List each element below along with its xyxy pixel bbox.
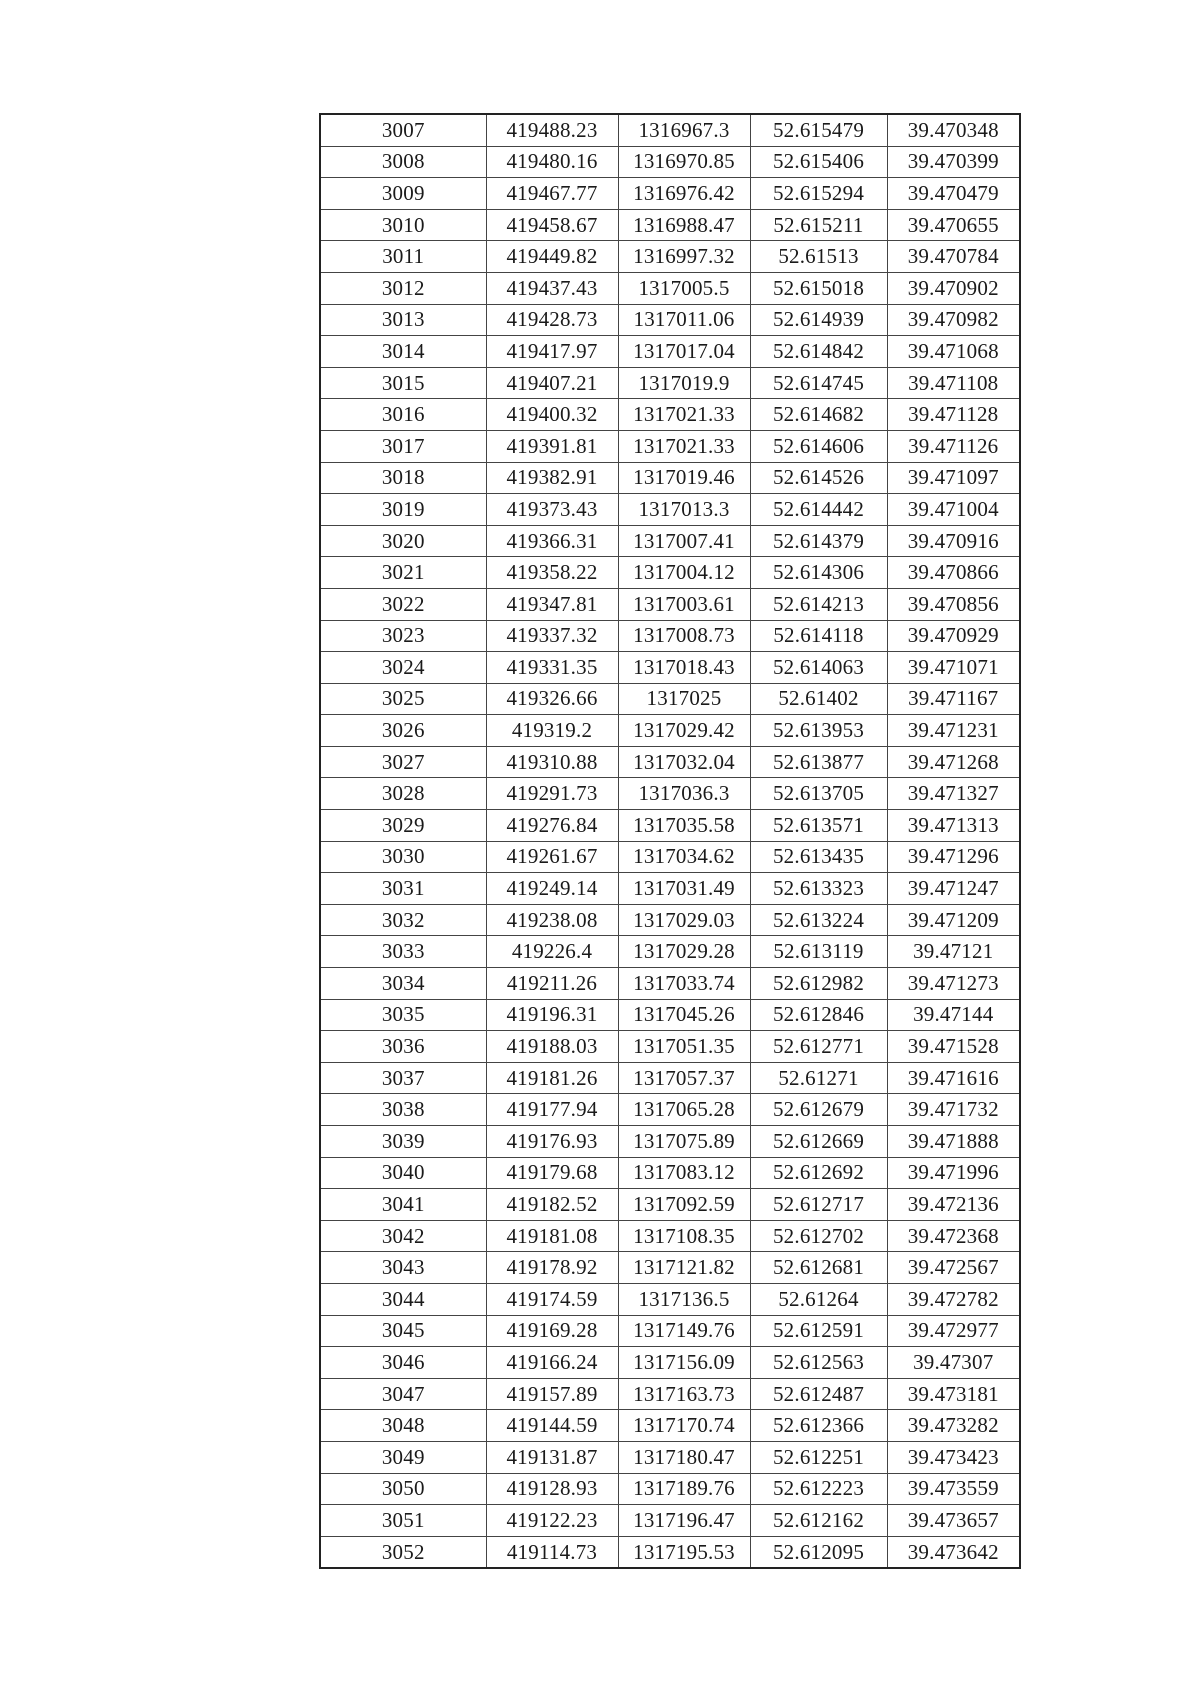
point-number-cell: 3014 [320, 336, 486, 368]
point-number-cell: 3021 [320, 557, 486, 589]
x-coordinate-cell: 419174.59 [486, 1283, 618, 1315]
point-number-cell: 3048 [320, 1410, 486, 1442]
table-row [320, 336, 1020, 368]
table-row [320, 399, 1020, 431]
y-coordinate-cell: 1317196.47 [618, 1505, 750, 1537]
point-number-cell: 3029 [320, 810, 486, 842]
y-coordinate-cell: 1317019.46 [618, 462, 750, 494]
longitude-cell: 39.471888 [887, 1126, 1020, 1158]
longitude-cell: 39.471268 [887, 746, 1020, 778]
latitude-cell: 52.612702 [750, 1220, 887, 1252]
point-number-cell: 3027 [320, 746, 486, 778]
x-coordinate-cell: 419188.03 [486, 1031, 618, 1063]
y-coordinate-cell: 1316997.32 [618, 241, 750, 273]
point-number-cell: 3013 [320, 304, 486, 336]
latitude-cell: 52.612591 [750, 1315, 887, 1347]
longitude-cell: 39.470655 [887, 209, 1020, 241]
point-number-cell: 3031 [320, 873, 486, 905]
y-coordinate-cell: 1317180.47 [618, 1441, 750, 1473]
table-row [320, 1031, 1020, 1063]
x-coordinate-cell: 419261.67 [486, 841, 618, 873]
x-coordinate-cell: 419181.26 [486, 1062, 618, 1094]
x-coordinate-cell: 419178.92 [486, 1252, 618, 1284]
x-coordinate-cell: 419181.08 [486, 1220, 618, 1252]
y-coordinate-cell: 1317017.04 [618, 336, 750, 368]
table-row [320, 367, 1020, 399]
table-row [320, 178, 1020, 210]
table-row [320, 241, 1020, 273]
point-number-cell: 3045 [320, 1315, 486, 1347]
y-coordinate-cell: 1317019.9 [618, 367, 750, 399]
y-coordinate-cell: 1317021.33 [618, 430, 750, 462]
point-number-cell: 3042 [320, 1220, 486, 1252]
longitude-cell: 39.471247 [887, 873, 1020, 905]
longitude-cell: 39.470982 [887, 304, 1020, 336]
x-coordinate-cell: 419347.81 [486, 588, 618, 620]
point-number-cell: 3033 [320, 936, 486, 968]
x-coordinate-cell: 419182.52 [486, 1189, 618, 1221]
table-row [320, 1536, 1020, 1568]
point-number-cell: 3043 [320, 1252, 486, 1284]
y-coordinate-cell: 1317004.12 [618, 557, 750, 589]
x-coordinate-cell: 419238.08 [486, 904, 618, 936]
x-coordinate-cell: 419407.21 [486, 367, 618, 399]
y-coordinate-cell: 1317031.49 [618, 873, 750, 905]
latitude-cell: 52.612669 [750, 1126, 887, 1158]
latitude-cell: 52.614442 [750, 494, 887, 526]
table-row [320, 588, 1020, 620]
point-number-cell: 3038 [320, 1094, 486, 1126]
y-coordinate-cell: 1317025 [618, 683, 750, 715]
x-coordinate-cell: 419373.43 [486, 494, 618, 526]
longitude-cell: 39.473559 [887, 1473, 1020, 1505]
latitude-cell: 52.612162 [750, 1505, 887, 1537]
table-row [320, 904, 1020, 936]
table-row [320, 146, 1020, 178]
table-row [320, 1283, 1020, 1315]
x-coordinate-cell: 419310.88 [486, 746, 618, 778]
point-number-cell: 3017 [320, 430, 486, 462]
longitude-cell: 39.471108 [887, 367, 1020, 399]
point-number-cell: 3020 [320, 525, 486, 557]
x-coordinate-cell: 419276.84 [486, 810, 618, 842]
table-row [320, 430, 1020, 462]
latitude-cell: 52.614842 [750, 336, 887, 368]
longitude-cell: 39.473181 [887, 1378, 1020, 1410]
latitude-cell: 52.612251 [750, 1441, 887, 1473]
y-coordinate-cell: 1317036.3 [618, 778, 750, 810]
table-row [320, 873, 1020, 905]
latitude-cell: 52.612487 [750, 1378, 887, 1410]
longitude-cell: 39.470479 [887, 178, 1020, 210]
y-coordinate-cell: 1317092.59 [618, 1189, 750, 1221]
latitude-cell: 52.613119 [750, 936, 887, 968]
point-number-cell: 3047 [320, 1378, 486, 1410]
point-number-cell: 3012 [320, 272, 486, 304]
latitude-cell: 52.61402 [750, 683, 887, 715]
point-number-cell: 3030 [320, 841, 486, 873]
x-coordinate-cell: 419467.77 [486, 178, 618, 210]
y-coordinate-cell: 1317003.61 [618, 588, 750, 620]
x-coordinate-cell: 419449.82 [486, 241, 618, 273]
latitude-cell: 52.615294 [750, 178, 887, 210]
latitude-cell: 52.612679 [750, 1094, 887, 1126]
y-coordinate-cell: 1317021.33 [618, 399, 750, 431]
longitude-cell: 39.471327 [887, 778, 1020, 810]
y-coordinate-cell: 1317034.62 [618, 841, 750, 873]
point-number-cell: 3036 [320, 1031, 486, 1063]
latitude-cell: 52.613224 [750, 904, 887, 936]
latitude-cell: 52.613323 [750, 873, 887, 905]
y-coordinate-cell: 1317195.53 [618, 1536, 750, 1568]
longitude-cell: 39.471273 [887, 968, 1020, 1000]
y-coordinate-cell: 1317156.09 [618, 1347, 750, 1379]
longitude-cell: 39.472782 [887, 1283, 1020, 1315]
longitude-cell: 39.473282 [887, 1410, 1020, 1442]
point-number-cell: 3022 [320, 588, 486, 620]
table-row [320, 841, 1020, 873]
table-row [320, 557, 1020, 589]
x-coordinate-cell: 419488.23 [486, 114, 618, 146]
latitude-cell: 52.614379 [750, 525, 887, 557]
point-number-cell: 3015 [320, 367, 486, 399]
latitude-cell: 52.615211 [750, 209, 887, 241]
latitude-cell: 52.61264 [750, 1283, 887, 1315]
table-row [320, 1378, 1020, 1410]
x-coordinate-cell: 419169.28 [486, 1315, 618, 1347]
y-coordinate-cell: 1317035.58 [618, 810, 750, 842]
y-coordinate-cell: 1317045.26 [618, 999, 750, 1031]
y-coordinate-cell: 1317029.03 [618, 904, 750, 936]
longitude-cell: 39.471004 [887, 494, 1020, 526]
longitude-cell: 39.470866 [887, 557, 1020, 589]
x-coordinate-cell: 419428.73 [486, 304, 618, 336]
x-coordinate-cell: 419166.24 [486, 1347, 618, 1379]
y-coordinate-cell: 1317051.35 [618, 1031, 750, 1063]
y-coordinate-cell: 1317163.73 [618, 1378, 750, 1410]
longitude-cell: 39.472136 [887, 1189, 1020, 1221]
latitude-cell: 52.614745 [750, 367, 887, 399]
y-coordinate-cell: 1317005.5 [618, 272, 750, 304]
point-number-cell: 3023 [320, 620, 486, 652]
latitude-cell: 52.614063 [750, 652, 887, 684]
table-row [320, 209, 1020, 241]
y-coordinate-cell: 1317065.28 [618, 1094, 750, 1126]
x-coordinate-cell: 419291.73 [486, 778, 618, 810]
x-coordinate-cell: 419337.32 [486, 620, 618, 652]
longitude-cell: 39.471071 [887, 652, 1020, 684]
longitude-cell: 39.471996 [887, 1157, 1020, 1189]
x-coordinate-cell: 419114.73 [486, 1536, 618, 1568]
x-coordinate-cell: 419157.89 [486, 1378, 618, 1410]
latitude-cell: 52.612366 [750, 1410, 887, 1442]
y-coordinate-cell: 1317033.74 [618, 968, 750, 1000]
x-coordinate-cell: 419177.94 [486, 1094, 618, 1126]
longitude-cell: 39.470929 [887, 620, 1020, 652]
point-number-cell: 3032 [320, 904, 486, 936]
x-coordinate-cell: 419391.81 [486, 430, 618, 462]
longitude-cell: 39.470916 [887, 525, 1020, 557]
x-coordinate-cell: 419458.67 [486, 209, 618, 241]
table-row [320, 1252, 1020, 1284]
latitude-cell: 52.612095 [750, 1536, 887, 1568]
y-coordinate-cell: 1317013.3 [618, 494, 750, 526]
y-coordinate-cell: 1316988.47 [618, 209, 750, 241]
longitude-cell: 39.470348 [887, 114, 1020, 146]
y-coordinate-cell: 1317011.06 [618, 304, 750, 336]
y-coordinate-cell: 1317075.89 [618, 1126, 750, 1158]
longitude-cell: 39.473642 [887, 1536, 1020, 1568]
coordinates-table-body [320, 114, 1020, 1568]
longitude-cell: 39.471616 [887, 1062, 1020, 1094]
table-row [320, 304, 1020, 336]
point-number-cell: 3037 [320, 1062, 486, 1094]
coordinates-table [319, 113, 1021, 1569]
y-coordinate-cell: 1317007.41 [618, 525, 750, 557]
point-number-cell: 3016 [320, 399, 486, 431]
latitude-cell: 52.61271 [750, 1062, 887, 1094]
table-row [320, 683, 1020, 715]
x-coordinate-cell: 419319.2 [486, 715, 618, 747]
longitude-cell: 39.472567 [887, 1252, 1020, 1284]
table-row [320, 272, 1020, 304]
table-row [320, 1220, 1020, 1252]
latitude-cell: 52.61513 [750, 241, 887, 273]
latitude-cell: 52.613877 [750, 746, 887, 778]
point-number-cell: 3040 [320, 1157, 486, 1189]
table-row [320, 778, 1020, 810]
point-number-cell: 3018 [320, 462, 486, 494]
point-number-cell: 3024 [320, 652, 486, 684]
y-coordinate-cell: 1316967.3 [618, 114, 750, 146]
longitude-cell: 39.471068 [887, 336, 1020, 368]
latitude-cell: 52.614213 [750, 588, 887, 620]
longitude-cell: 39.470399 [887, 146, 1020, 178]
table-row [320, 1062, 1020, 1094]
y-coordinate-cell: 1317029.28 [618, 936, 750, 968]
longitude-cell: 39.470784 [887, 241, 1020, 273]
x-coordinate-cell: 419249.14 [486, 873, 618, 905]
x-coordinate-cell: 419122.23 [486, 1505, 618, 1537]
y-coordinate-cell: 1317032.04 [618, 746, 750, 778]
table-row [320, 968, 1020, 1000]
latitude-cell: 52.612223 [750, 1473, 887, 1505]
y-coordinate-cell: 1317057.37 [618, 1062, 750, 1094]
point-number-cell: 3046 [320, 1347, 486, 1379]
longitude-cell: 39.471231 [887, 715, 1020, 747]
y-coordinate-cell: 1317083.12 [618, 1157, 750, 1189]
x-coordinate-cell: 419331.35 [486, 652, 618, 684]
longitude-cell: 39.471732 [887, 1094, 1020, 1126]
latitude-cell: 52.612771 [750, 1031, 887, 1063]
point-number-cell: 3044 [320, 1283, 486, 1315]
x-coordinate-cell: 419326.66 [486, 683, 618, 715]
longitude-cell: 39.47307 [887, 1347, 1020, 1379]
latitude-cell: 52.615018 [750, 272, 887, 304]
table-row [320, 936, 1020, 968]
x-coordinate-cell: 419196.31 [486, 999, 618, 1031]
table-row [320, 1410, 1020, 1442]
x-coordinate-cell: 419128.93 [486, 1473, 618, 1505]
y-coordinate-cell: 1317008.73 [618, 620, 750, 652]
table-row [320, 1347, 1020, 1379]
y-coordinate-cell: 1317018.43 [618, 652, 750, 684]
latitude-cell: 52.614306 [750, 557, 887, 589]
table-row [320, 1189, 1020, 1221]
table-row [320, 462, 1020, 494]
y-coordinate-cell: 1316976.42 [618, 178, 750, 210]
y-coordinate-cell: 1317136.5 [618, 1283, 750, 1315]
longitude-cell: 39.471528 [887, 1031, 1020, 1063]
point-number-cell: 3026 [320, 715, 486, 747]
table-row [320, 525, 1020, 557]
longitude-cell: 39.470856 [887, 588, 1020, 620]
x-coordinate-cell: 419400.32 [486, 399, 618, 431]
point-number-cell: 3008 [320, 146, 486, 178]
x-coordinate-cell: 419226.4 [486, 936, 618, 968]
longitude-cell: 39.472977 [887, 1315, 1020, 1347]
point-number-cell: 3025 [320, 683, 486, 715]
longitude-cell: 39.471126 [887, 430, 1020, 462]
table-row [320, 1094, 1020, 1126]
x-coordinate-cell: 419176.93 [486, 1126, 618, 1158]
table-row [320, 810, 1020, 842]
table-row [320, 114, 1020, 146]
y-coordinate-cell: 1317029.42 [618, 715, 750, 747]
table-row [320, 620, 1020, 652]
y-coordinate-cell: 1317121.82 [618, 1252, 750, 1284]
longitude-cell: 39.471128 [887, 399, 1020, 431]
longitude-cell: 39.471296 [887, 841, 1020, 873]
point-number-cell: 3052 [320, 1536, 486, 1568]
x-coordinate-cell: 419417.97 [486, 336, 618, 368]
table-row [320, 494, 1020, 526]
table-row [320, 1157, 1020, 1189]
latitude-cell: 52.614118 [750, 620, 887, 652]
longitude-cell: 39.473657 [887, 1505, 1020, 1537]
point-number-cell: 3010 [320, 209, 486, 241]
table-row [320, 1441, 1020, 1473]
x-coordinate-cell: 419437.43 [486, 272, 618, 304]
y-coordinate-cell: 1316970.85 [618, 146, 750, 178]
table-row [320, 1505, 1020, 1537]
y-coordinate-cell: 1317149.76 [618, 1315, 750, 1347]
point-number-cell: 3009 [320, 178, 486, 210]
x-coordinate-cell: 419358.22 [486, 557, 618, 589]
table-row [320, 715, 1020, 747]
point-number-cell: 3051 [320, 1505, 486, 1537]
longitude-cell: 39.471209 [887, 904, 1020, 936]
x-coordinate-cell: 419366.31 [486, 525, 618, 557]
point-number-cell: 3028 [320, 778, 486, 810]
latitude-cell: 52.613571 [750, 810, 887, 842]
x-coordinate-cell: 419131.87 [486, 1441, 618, 1473]
point-number-cell: 3019 [320, 494, 486, 526]
latitude-cell: 52.615479 [750, 114, 887, 146]
point-number-cell: 3049 [320, 1441, 486, 1473]
y-coordinate-cell: 1317170.74 [618, 1410, 750, 1442]
longitude-cell: 39.471313 [887, 810, 1020, 842]
latitude-cell: 52.612846 [750, 999, 887, 1031]
longitude-cell: 39.47144 [887, 999, 1020, 1031]
x-coordinate-cell: 419480.16 [486, 146, 618, 178]
latitude-cell: 52.612681 [750, 1252, 887, 1284]
latitude-cell: 52.614526 [750, 462, 887, 494]
latitude-cell: 52.612982 [750, 968, 887, 1000]
longitude-cell: 39.470902 [887, 272, 1020, 304]
x-coordinate-cell: 419179.68 [486, 1157, 618, 1189]
y-coordinate-cell: 1317189.76 [618, 1473, 750, 1505]
point-number-cell: 3039 [320, 1126, 486, 1158]
latitude-cell: 52.612692 [750, 1157, 887, 1189]
table-row [320, 1473, 1020, 1505]
table-row [320, 999, 1020, 1031]
x-coordinate-cell: 419144.59 [486, 1410, 618, 1442]
x-coordinate-cell: 419211.26 [486, 968, 618, 1000]
longitude-cell: 39.47121 [887, 936, 1020, 968]
latitude-cell: 52.613705 [750, 778, 887, 810]
table-row [320, 652, 1020, 684]
latitude-cell: 52.614606 [750, 430, 887, 462]
longitude-cell: 39.471167 [887, 683, 1020, 715]
latitude-cell: 52.615406 [750, 146, 887, 178]
point-number-cell: 3041 [320, 1189, 486, 1221]
longitude-cell: 39.473423 [887, 1441, 1020, 1473]
latitude-cell: 52.614939 [750, 304, 887, 336]
longitude-cell: 39.472368 [887, 1220, 1020, 1252]
x-coordinate-cell: 419382.91 [486, 462, 618, 494]
y-coordinate-cell: 1317108.35 [618, 1220, 750, 1252]
latitude-cell: 52.612717 [750, 1189, 887, 1221]
point-number-cell: 3050 [320, 1473, 486, 1505]
point-number-cell: 3011 [320, 241, 486, 273]
latitude-cell: 52.613435 [750, 841, 887, 873]
table-row [320, 1315, 1020, 1347]
latitude-cell: 52.612563 [750, 1347, 887, 1379]
point-number-cell: 3034 [320, 968, 486, 1000]
point-number-cell: 3035 [320, 999, 486, 1031]
latitude-cell: 52.613953 [750, 715, 887, 747]
table-row [320, 746, 1020, 778]
table-row [320, 1126, 1020, 1158]
point-number-cell: 3007 [320, 114, 486, 146]
longitude-cell: 39.471097 [887, 462, 1020, 494]
latitude-cell: 52.614682 [750, 399, 887, 431]
